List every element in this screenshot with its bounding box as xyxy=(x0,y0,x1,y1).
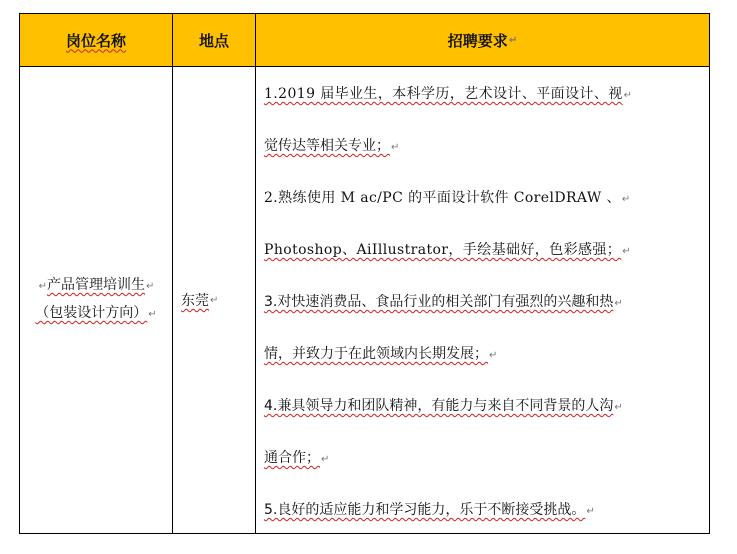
header-requirements xyxy=(256,14,709,66)
table-header-row xyxy=(20,14,709,67)
requirement-line: 觉传达等相关专业；↵ xyxy=(264,138,400,154)
paragraph-mark-icon: ↵ xyxy=(146,281,155,292)
position-cell xyxy=(20,67,172,533)
location-value: 东莞 xyxy=(181,293,209,309)
requirement-line: 5.良好的适应能力和学习能力，乐于不断接受挑战。↵ xyxy=(264,502,595,518)
requirement-line: 2.熟练使用 M ac/PC 的平面设计软件 CorelDRAW 、↵ xyxy=(264,190,631,206)
paragraph-mark-icon: ↵ xyxy=(614,402,623,413)
requirement-line: 4.兼具领导力和团队精神，有能力与来自不同背景的人沟↵ xyxy=(264,398,623,414)
paragraph-mark-icon: ↵ xyxy=(621,194,631,205)
paragraph-mark-icon: ↵ xyxy=(391,142,400,153)
paragraph-mark-icon: ↵ xyxy=(321,454,330,465)
paragraph-mark-icon: ↵ xyxy=(586,506,595,517)
position-line xyxy=(35,300,156,328)
paragraph-mark-icon: ↵ xyxy=(622,246,631,257)
position-name: 产品管理培训生 xyxy=(47,277,145,293)
paragraph-mark-icon: ↵ xyxy=(489,350,498,361)
paragraph-mark-icon: ↵ xyxy=(623,90,633,101)
recruitment-table xyxy=(19,13,710,534)
requirement-line: 通合作；↵ xyxy=(264,450,330,466)
paragraph-mark-icon: ↵ xyxy=(210,294,219,306)
requirement-line: 3.对快速消费品、食品行业的相关部门有强烈的兴趣和热↵ xyxy=(264,294,623,310)
position-direction: （包装设计方向） xyxy=(35,305,148,321)
paragraph-mark-icon: ↵ xyxy=(148,309,157,320)
paragraph-mark-icon: ↵ xyxy=(508,34,518,46)
header-location xyxy=(173,14,255,66)
header-position-label: 岗位名称 xyxy=(65,31,126,50)
position-line xyxy=(38,272,155,300)
requirement-line: 1.2019 届毕业生，本科学历，艺术设计、平面设计、视↵ xyxy=(264,86,633,102)
location-cell xyxy=(173,67,255,533)
requirement-line: Photoshop、AiIllustrator，手绘基础好，色彩感强；↵ xyxy=(264,242,631,258)
header-position xyxy=(20,14,172,66)
header-requirements-label: 招聘要求 xyxy=(447,31,508,50)
header-location-label: 地点 xyxy=(198,31,229,50)
requirement-line: 情，并致力于在此领域内长期发展；↵ xyxy=(264,346,498,362)
paragraph-mark-icon: ↵ xyxy=(614,298,623,309)
requirements-cell xyxy=(256,67,709,533)
paragraph-mark-icon: ↵ xyxy=(38,281,47,292)
